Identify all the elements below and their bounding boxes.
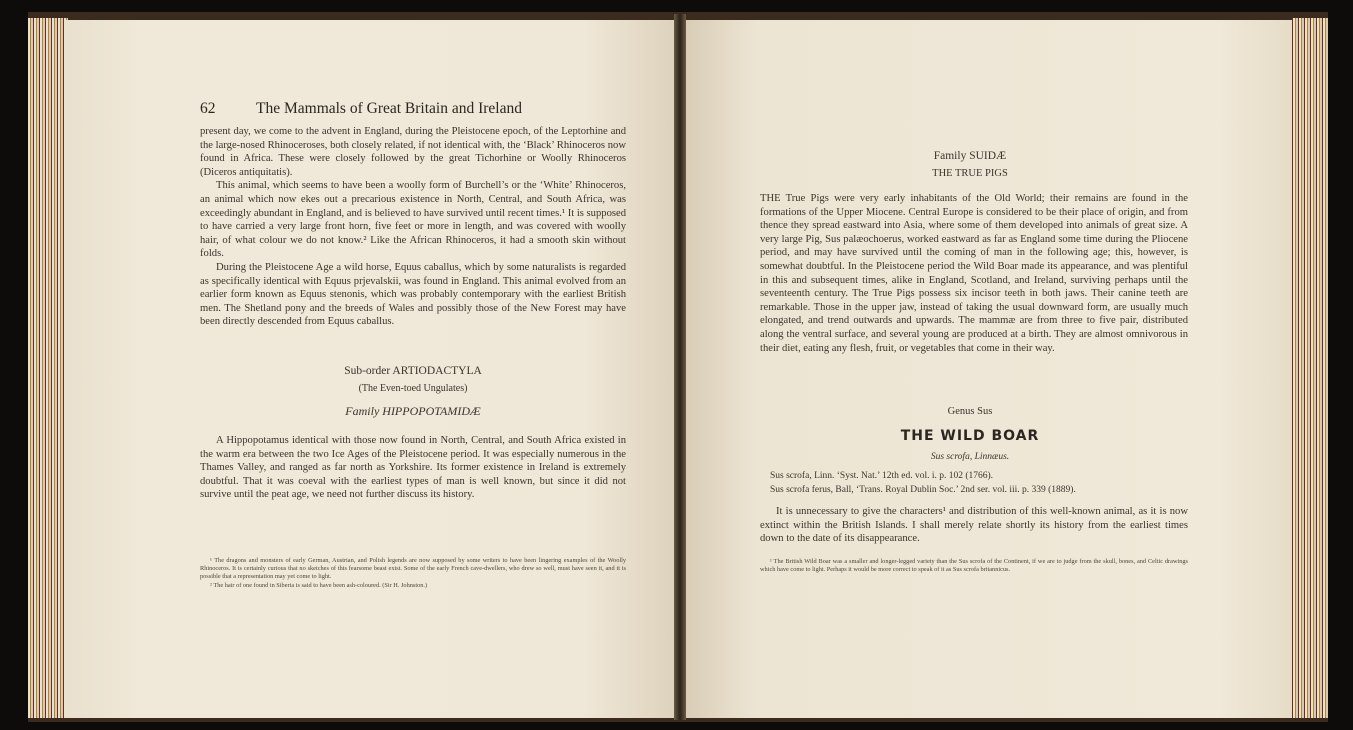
subheading-true-pigs: THE TRUE PIGS — [932, 168, 1008, 179]
binomial-name: Sus scrofa, Linnæus. — [930, 452, 1010, 462]
family-heading-right: Family SUIDÆ — [933, 150, 1007, 162]
left-footnotes — [200, 557, 626, 591]
suborder-heading: Sub-order ARTIODACTYLA — [344, 365, 482, 377]
page-edges-left — [28, 18, 68, 718]
right-text-top — [760, 192, 1188, 355]
running-title: The Mammals of Great Britain and Ireland — [256, 100, 522, 117]
synonym-1: Sus scrofa, Linn. ‘Syst. Nat.’ 12th ed. vol. i. p. 102 (1766). — [770, 471, 994, 481]
left-footnote-1: ¹ The dragons and monsters of early German, Austrian, and Polish legends are now supposed by some writers to have been lingering examples of the Woolly Rhinoceros. It is certainly curious that no sketches of this fearsome beast exist. Some of the early French cave-dwellers, who drew so well, must have seen it, and it is possible that a representation may yet come to light. — [200, 557, 626, 580]
species-title: THE WILD BOAR — [900, 428, 1040, 444]
left-text-top — [200, 125, 626, 329]
right-paragraph-1: THE True Pigs were very early inhabitants of the Old World; their remains are found in the formations of the Upper Miocene. Central Europe is considered to be their place of origin, and from thence they spread eastward into Asia, where some of them developed into animals of great size. A very large Pig, Sus palæochoerus, worked eastward as far as England some time during the Pliocene period, and may have survived until the coming of man in the following age; this, however, is somewhat doubtful. In the Pleistocene period the Wild Boar made its appearance, and was plentiful in this and subsequent times, alike in England, Scotland, and Ireland, surviving perhaps until the seventeenth century. The True Pigs possess six incisor teeth in both jaws. Their canine teeth are remarkable. Those in the upper jaw, instead of taking the usual downward form, are usually much elongated, and trend outwards and upwards. The mammæ are from three to five pair, distributed along the ventral surface, and several young are produced at a birth. They are almost omnivorous in their diet, eating any flesh, fruit, or vegetables that come in their way. — [760, 193, 1188, 354]
book-gutter — [674, 14, 686, 720]
genus-heading: Genus Sus — [947, 406, 993, 417]
left-paragraph-4: A Hippopotamus identical with those now found in North, Central, and South Africa existed in the warm era between the two Ice Ages of the Pleistocene period. It was especially numerous in the Thames Valley, and ranged as far north as Yorkshire. Its former existence in Ireland is extremely doubtful. That it was coeval with the earliest types of man is well known, but since it did not survive until the peat age, we need not further discuss its history. — [200, 435, 626, 501]
page-edges-right — [1292, 18, 1328, 718]
right-paragraph-2: It is unnecessary to give the characters¹ and distribution of this well-known animal, as it is now extinct within the British Islands. I shall merely relate shortly its history from the earliest times down to the date of its disappearance. — [760, 506, 1188, 545]
right-text-bottom — [760, 505, 1188, 546]
synonym-2: Sus scrofa ferus, Ball, ‘Trans. Royal Dublin Soc.’ 2nd ser. vol. iii. p. 339 (1889). — [770, 485, 1076, 495]
running-head — [200, 100, 620, 118]
left-paragraph-3: During the Pleistocene Age a wild horse, Equus caballus, which by some naturalists is regarded as specifically identical with Equus prjevalskii, was found in England. This animal evolved from an earlier form known as Equus stenonis, which was probably contemporary with the earliest British men. The Shetland pony and the breeds of Wales and possibly those of the New Forest may have been directly descended from Equus caballus. — [200, 261, 626, 328]
left-paragraph-2: This animal, which seems to have been a woolly form of Burchell’s or the ‘White’ Rhinoceros, an animal which now ekes out a precarious existence in North, Central, and South Africa, was exceedingly abundant in England, and is believed to have survived until recent times.¹ It is supposed to have carried a very large front horn, five feet or more in length, and was covered with woolly hair, of what colour we do not know.² Like the African Rhinoceros, it had a smooth skin without folds. — [200, 180, 626, 260]
left-footnote-2: ² The hair of one found in Siberia is said to have been ash-coloured. (Sir H. Johnston.) — [210, 582, 428, 589]
right-page — [684, 20, 1292, 718]
left-paragraph-1: present day, we come to the advent in England, during the Pleistocene epoch, of the Leptorhine and the large-nosed Rhinoceroses, both closely related, if not identical with, the ‘Black’ Rhinoceros now found in Africa. These were closely followed by the great Tichorhine or Woolly Rhinoceros (Diceros antiquitatis). — [200, 126, 626, 178]
family-heading: Family HIPPOPOTAMIDÆ — [345, 404, 481, 418]
page-number: 62 — [200, 100, 216, 117]
suborder-subheading: (The Even-toed Ungulates) — [358, 383, 468, 394]
right-footnotes — [760, 558, 1188, 575]
left-text-bottom — [200, 434, 626, 502]
right-footnote-1: ¹ The British Wild Boar was a smaller and longer-legged variety than the Sus scrofa of the Continent, if we are to judge from the skull, bones, and Celtic drawings which have come to light. Perhaps it would be more correct to speak of it as Sus scrofa britannicus. — [760, 558, 1188, 573]
